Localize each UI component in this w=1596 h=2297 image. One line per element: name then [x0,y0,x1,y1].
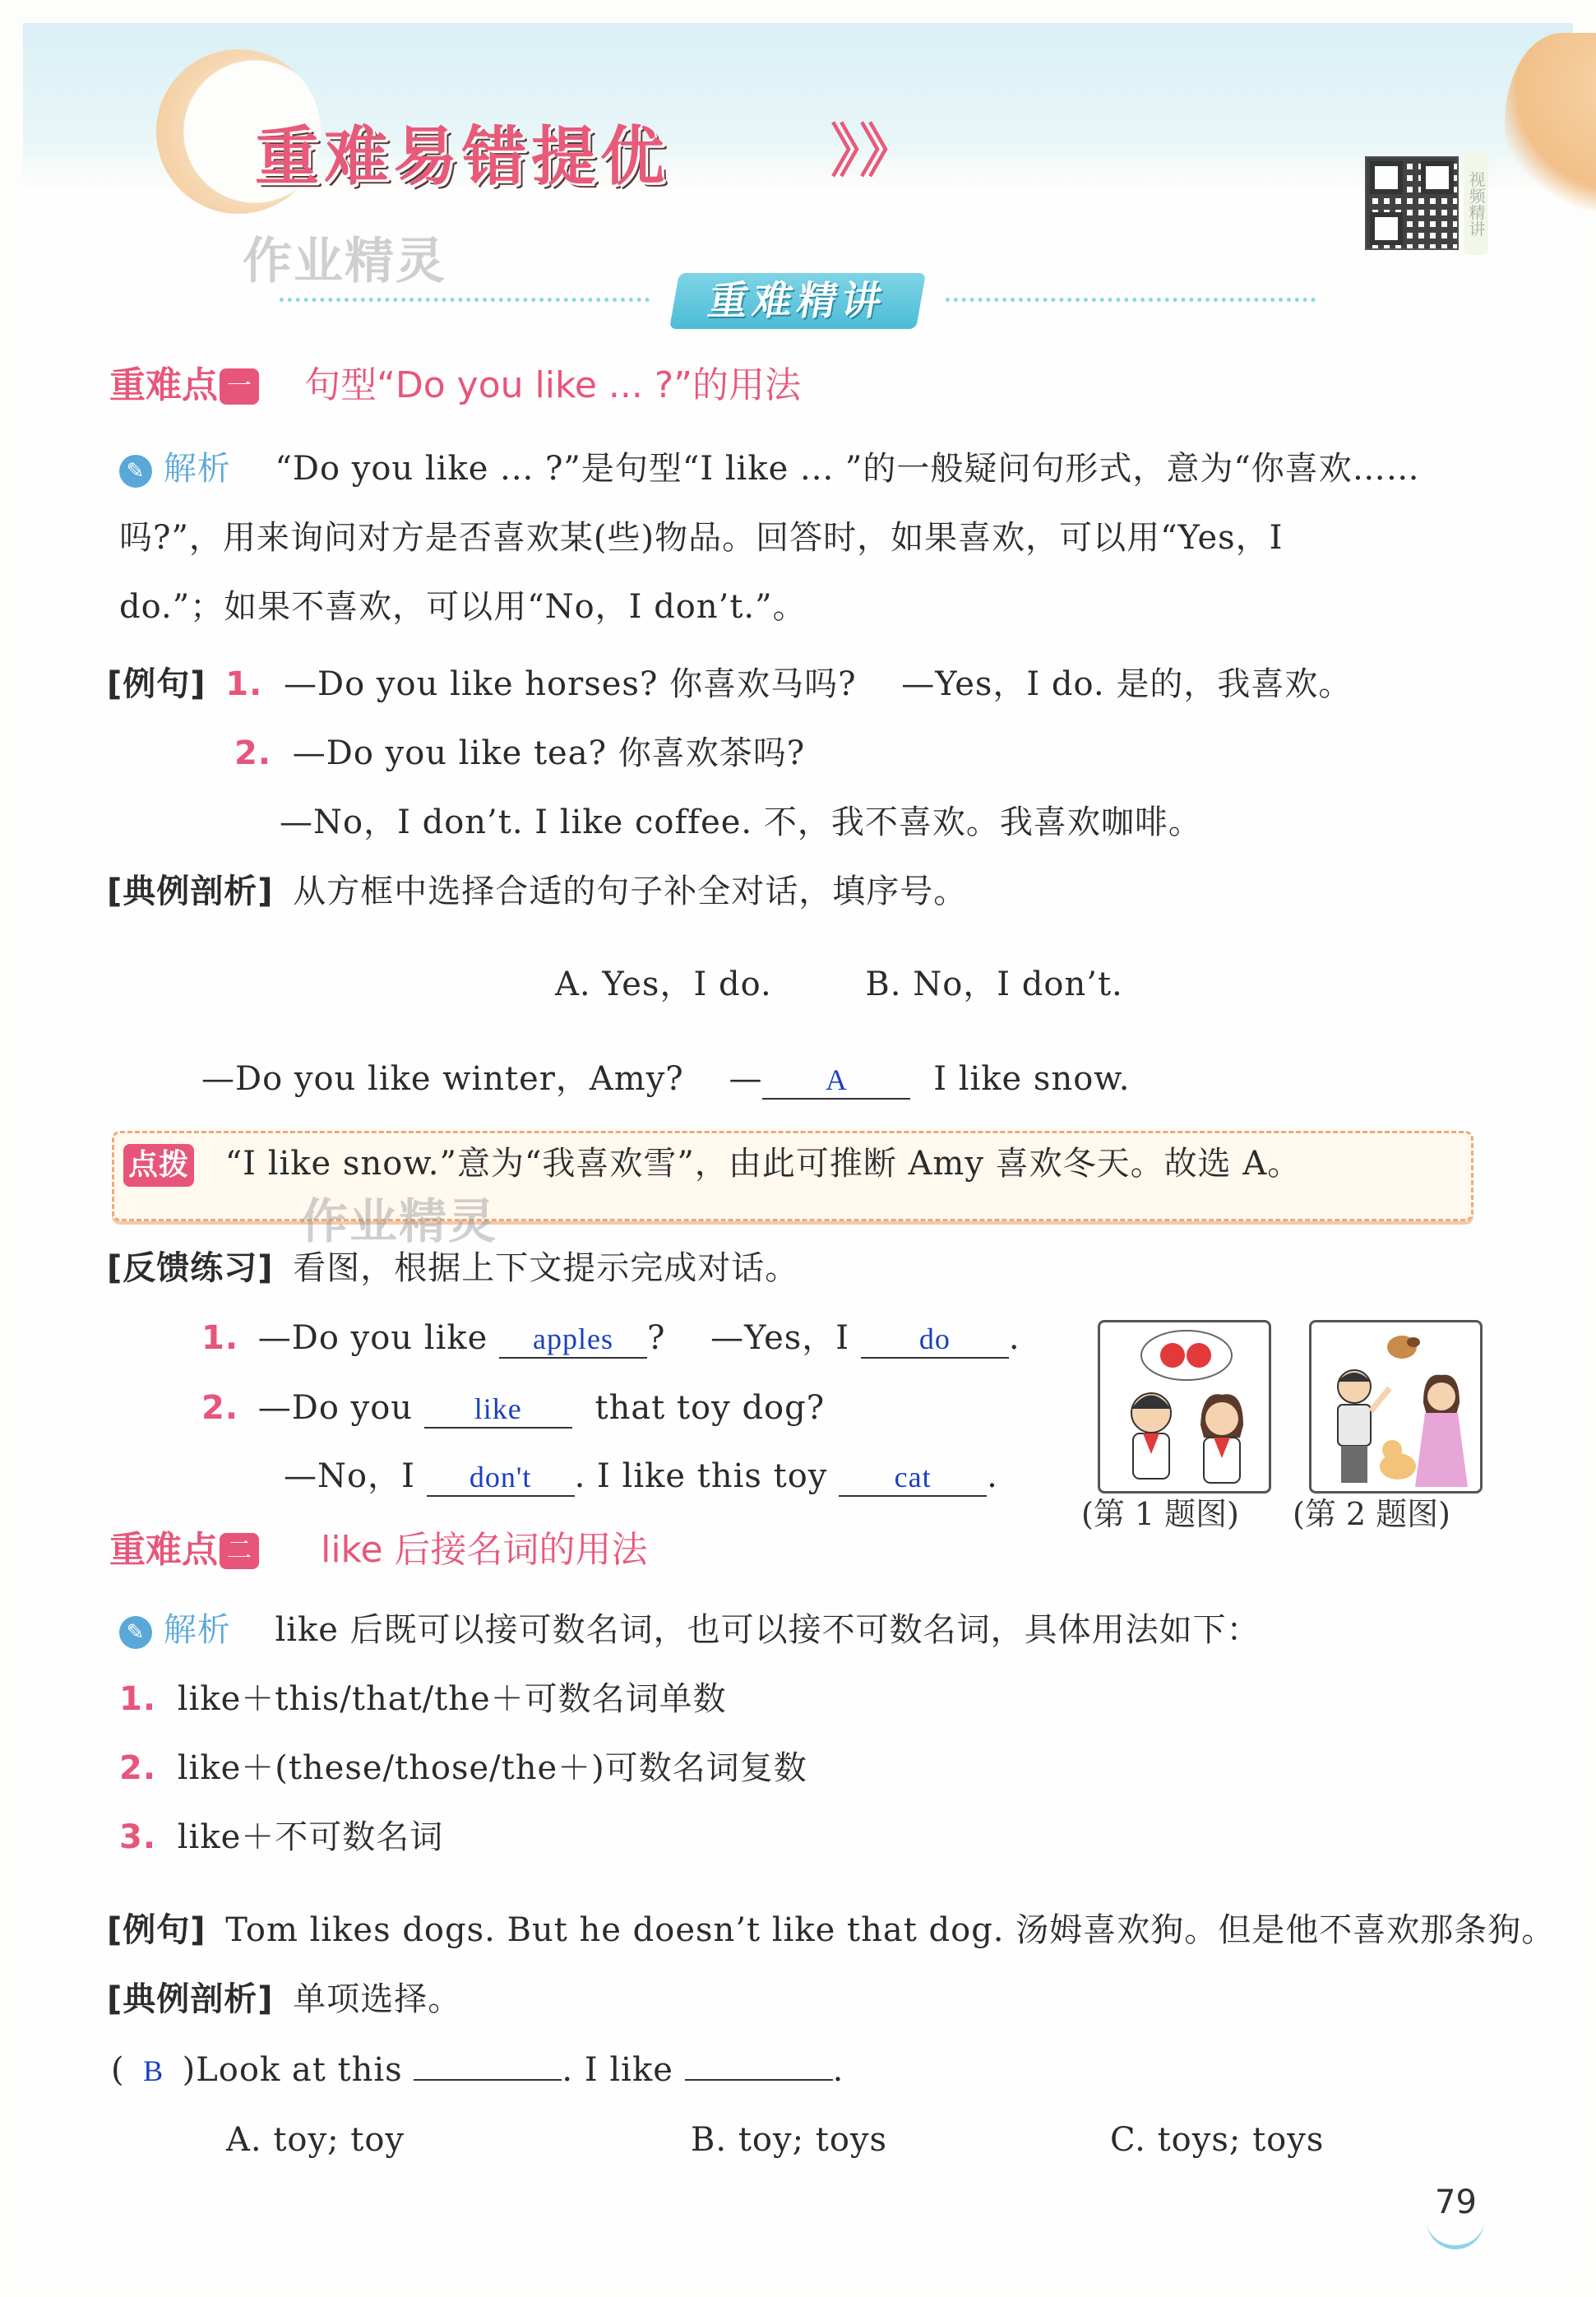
answer-blank[interactable]: don't [427,1459,575,1497]
point1-title: 句型“Do you like ... ?”的用法 [304,364,802,406]
watermark: 作业精灵 [300,1193,498,1249]
qr-finder-icon [1421,161,1454,194]
example-label: [例句] [107,665,206,703]
question-number: 2. [201,1389,239,1427]
analysis-text: like 后既可以接可数名词，也可以接不可数名词，具体用法如下： [275,1611,1261,1649]
case-label: [典例剖析] [107,1980,274,2018]
key-icon: ✎ [119,455,152,488]
example-number: 2. [234,734,272,772]
case-option: B. No，I don’t. [865,966,1123,1003]
picture-1 [1098,1320,1271,1494]
mc-option-b[interactable]: B. toy; toys [691,2121,888,2159]
answer-blank[interactable] [414,2079,562,2081]
example-label: [例句] [107,1911,206,1949]
analysis-line: do.”；如果不喜欢，可以用“No，I don’t.”。 [119,588,807,626]
question-number: 1. [201,1319,239,1357]
analysis-line: “Do you like ... ?”是句型“I like ... ”的一般疑问句形式，意为“你喜欢…… [275,450,1420,488]
watermark: 作业精灵 [243,233,446,290]
mc-question-text: Look at this [196,2051,403,2089]
case-question-text: —Do you like winter，Amy? — [201,1060,763,1098]
example-number: 1. [225,665,263,703]
question-text: . [1008,1319,1020,1357]
rule-number: 3. [119,1818,157,1856]
example-text: —Do you like tea? 你喜欢茶吗? [292,734,806,772]
point2-heading [109,1520,648,1572]
practice-q2-answer [284,1442,998,1511]
case-instruction: 单项选择。 [293,1980,462,2018]
key-icon: ✎ [119,1616,152,1649]
point2-examples [107,1896,1571,2034]
example-text: —No，I don’t. I like coffee. 不，我不喜欢。我喜欢咖啡。 [280,803,1202,841]
picture-1-illustration [1100,1322,1269,1491]
title-arrows: 》》 [830,118,917,185]
case-question [201,1044,1131,1114]
point2-analysis [119,1595,1517,1872]
case-instruction: 从方框中选择合适的句子补全对话，填序号。 [293,873,968,910]
question-text: that toy dog? [594,1389,826,1427]
practice-label: [反馈练习] [107,1249,274,1287]
answer-blank[interactable]: do [861,1321,1009,1359]
point1-analysis [119,434,1501,641]
picture-2-illustration [1311,1322,1480,1491]
qr-label: 视频精讲 [1464,152,1488,255]
analysis-label: 解析 [163,1611,231,1649]
point2-label: 重难点 [109,1529,218,1571]
rule-text: like＋this/that/the＋可数名词单数 [177,1680,727,1718]
example-text: Tom likes dogs. But he doesn’t like that dog. 汤姆喜欢狗。但是他不喜欢那条狗。 [225,1911,1556,1949]
point2-badge: 二 [220,1533,259,1569]
answer-blank[interactable] [685,2079,833,2081]
picture-2 [1309,1320,1483,1494]
picture-2-caption: (第 2 题图) [1293,1496,1450,1532]
question-text: . I like this toy [574,1457,828,1495]
point1-heading [109,355,801,408]
page-number: 79 [1435,2184,1477,2221]
mc-question [111,2035,844,2105]
page-title: 重难易错提优 [255,120,670,194]
case-label: [典例剖析] [107,873,274,910]
practice-q1 [201,1304,1020,1373]
answer-blank[interactable]: A [762,1062,910,1100]
mc-answer[interactable]: B [143,2054,164,2087]
divider-left [280,298,650,302]
question-text: ? —Yes，I [647,1319,850,1357]
qr-code[interactable] [1365,156,1459,250]
section-tag: 重难精讲 [669,273,926,329]
point2-title: like 后接名词的用法 [321,1529,648,1571]
divider-right [946,298,1316,302]
rule-text: like＋(these/those/the＋)可数名词复数 [177,1749,807,1787]
qr-finder-icon [1370,161,1403,194]
practice-q2 [201,1373,825,1443]
rule-number: 2. [119,1749,157,1787]
practice-heading [107,1234,798,1303]
rule-number: 1. [119,1680,157,1718]
analysis-label: 解析 [163,450,231,488]
analysis-line: 吗?”，用来询问对方是否喜欢某(些)物品。回答时，如果喜欢，可以用“Yes，I [119,519,1284,557]
mc-option-c[interactable]: C. toys; toys [1110,2121,1325,2159]
case-options [555,950,1123,1019]
case-question-text: I like snow. [933,1060,1131,1098]
mc-paren: ) [182,2051,197,2089]
rule-text: like＋不可数名词 [177,1818,444,1856]
mc-paren: ( [111,2051,125,2089]
question-text: —Do you [257,1389,414,1427]
example-text: —Do you like horses? 你喜欢马吗? —Yes，I do. 是的，我喜欢。 [284,665,1353,703]
qr-finder-icon [1370,212,1403,245]
answer-blank[interactable]: apples [499,1321,647,1359]
point1-badge: 一 [220,368,259,405]
mc-question-text: . [832,2051,844,2089]
practice-instruction: 看图，根据上下文提示完成对话。 [293,1249,799,1287]
picture-1-caption: (第 1 题图) [1081,1496,1239,1532]
question-text: —No，I [284,1457,415,1495]
question-text: . [987,1457,998,1495]
answer-blank[interactable]: like [424,1391,572,1429]
question-text: —Do you like [257,1319,488,1357]
answer-blank[interactable]: cat [839,1459,987,1497]
point1-examples [107,650,1505,926]
mc-question-text: . I like [562,2051,673,2089]
hint-text: “I like snow.”意为“我喜欢雪”，由此可推断 Amy 喜欢冬天。故选 A。 [224,1145,1302,1183]
case-option: A. Yes，I do. [555,966,772,1003]
hint-tag: 点拨 [123,1144,194,1187]
mc-option-a[interactable]: A. toy; toy [226,2121,405,2159]
point1-label: 重难点 [109,364,218,406]
hint-content [123,1139,1455,1188]
